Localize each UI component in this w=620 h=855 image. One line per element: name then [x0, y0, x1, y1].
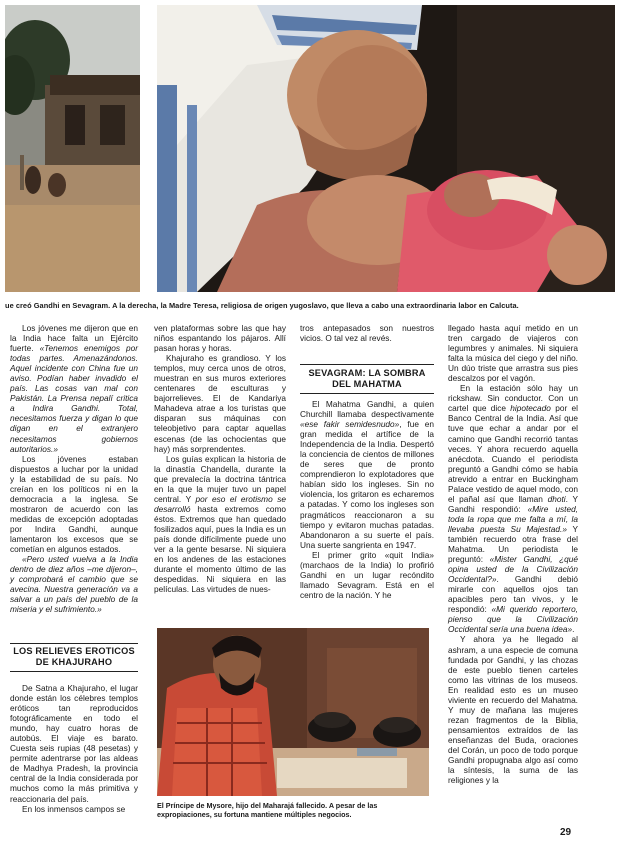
article-column-1-continued	[10, 683, 138, 814]
photo-sevagram-village	[5, 5, 140, 292]
photo-mother-teresa	[157, 5, 615, 292]
paragraph: Y ahora ya he llegado al ashram, a una especie de comuna fundada por Gandhi, y las chozas de este pueblo tienen carteles como las vitrinas de los museos. En realidad esto es un museo viviente en recuerdo del Mahatma. Y muy de mañana las mujeres rezan fragmentos de la Biblia, pensamientos extraídos de las enseñanzas del Buda, oraciones del Corán, un poco de todo porque Gandhi propugnaba algo así como la síntesis, la suma de las religiones y la	[448, 634, 578, 786]
photo-prince-mysore	[157, 628, 429, 796]
paragraph: El primer grito «quit India» (marchaos de la India) lo profirió Gandhi en un lugar recóndito llamado Sevagram. Está en el centro de la nación. Y he	[300, 549, 434, 600]
paragraph: Los jóvenes estaban dispuestos a luchar por la unidad y la estabilidad de su país. No creían en los políticos ni en la democracia a la inglesa. Se mostraron de acuerdo con las medidas de excepción adoptadas por Indira Gandhi, aunque lamentaron los excesos que se cometían en algunos estados.	[10, 453, 138, 555]
paragraph: Los guías explican la historia de la dinastía Chandella, durante la que prevalecía la doctrina tántrica en la que la mujer tuvo un papel central. Y por eso el erotismo se desarrolló hasta extremos como éstos. Extremos que han quedado fosilizados aquí, pues la India es un país donde difícilmente puede uno ver a la gente besarse. Ni siquiera en los andenes de las estaciones durante el momento último de las despedidas. Ni siquiera en las películas. Las virtudes de nues-	[154, 453, 286, 595]
paragraph: El Mahatma Gandhi, a quien Churchill llamaba despectivamente «ese fakir semidesnudo», fue en gran medida el artífice de la Independencia de la India. Despertó la conciencia de cientos de millones de seres que de pronto comprendieron lo explotadores que habían sido los ingleses. Sin no violencia, los gritaron es echaremos a patadas. Y como los ingleses son pragmáticos reaccionaron a su tiempo y evitaron muchas patadas. Abandonaron a su suerte el país. Una suerte sangrienta en 1947.	[300, 399, 434, 550]
paragraph: De Satna a Khajuraho, el lugar donde están los célebres templos eróticos tan reproducidos fotográficamente en todo el mundo, hay cuatro horas de autobús. El viaje es barato. Cuesta seis rupias (48 pesetas) y permite adentrarse por las aldeas de Madhya Pradesh, la provincia central de la India considerada por muchos como la más primitiva y reaccionaria del país.	[10, 683, 138, 804]
section-rule	[300, 393, 434, 394]
paragraph: llegado hasta aquí metido en un tren cargado de viajeros con legumbres y animales. Ni siquiera falta la música del ciego y del niño. Un dúo triste que arrastra sus pies descalzos por el vagón.	[448, 323, 578, 384]
article-column-3-continued	[300, 399, 434, 600]
photo-caption-top: ue creó Gandhi en Sevagram. A la derecha, la Madre Teresa, religiosa de origen yugoslavo, que lleva a cabo una extraordinaria labor en Calcuta.	[5, 301, 519, 310]
paragraph: En los inmensos campos se	[22, 803, 126, 814]
paragraph: ven plataformas sobre las que hay niños espantando los pájaros. Allí pasan horas y horas.	[154, 323, 286, 354]
photo-caption-bottom: El Príncipe de Mysore, hijo del Maharajá fallecido. A pesar de las expropiaciones, su fortuna mantiene múltiples negocios.	[157, 801, 378, 819]
section-rule	[300, 364, 434, 365]
article-column-2	[154, 323, 286, 594]
paragraph: En la estación sólo hay un rickshaw. Sin conductor. Con un cartel que dice hipotecado por el Banco Central de la India. Así que tuve que echar a andar por el camino que Gandhi recorrió tantas veces. Y ahora recuerdo aquella anécdota. Cuando el periodista preguntó a Gandhi cómo se había atrevido a entrar en Buckingham Palace vestido de aquel modo, con el pañal así que llaman dhoti. Y Gandhi respondió: «Mire usted, toda la ropa que me falta a mí, la llevaba puesta Su Majestad.» Y también recuerdo otra frase del Mahatma. Un periodista le preguntó: «Mister Gandhi, ¿qué opina usted de la Civilización Occidental?». Gandhi debió mirarle con aquellos ojos tan apacibles pero tan vivos, y le respondió: «Mi querido reportero, pienso que la Civilización Occidental sería una buena idea».	[448, 383, 578, 635]
article-column-3	[300, 323, 434, 343]
article-column-4	[448, 323, 578, 785]
paragraph: Khajuraho es grandioso. Y los templos, muy cerca unos de otros, muestran en sus muros exteriores centenares de esculturas y bajorrelieves. El de Kandariya Mahadeva atrae a los turistas que disparan sus máquinas con teleobjetivo para captar aquellas escenas (de las ochocientas que hay) más sorprendentes.	[154, 353, 286, 454]
page-number: 29	[560, 827, 572, 838]
article-column-1	[10, 323, 138, 614]
paragraph: Los jóvenes me dijeron que en la India hace falta un Ejército fuerte. «Tenemos enemigos por todas partes. Amenazándonos. Aquel incidente con China fue un aviso. Podían haber invadido el país. Las cosas van mal con Pakistán. La Prensa nepalí critica a Indira Gandhi. Total, necesitamos fuerza y digan lo que digan en el extranjero necesitamos gobiernos autoritarios.»	[10, 323, 139, 454]
section-rule	[10, 671, 138, 672]
section-rule	[10, 643, 138, 644]
section-heading-sevagram: SEVAGRAM: LA SOMBRA DEL MAHATMA	[308, 368, 426, 389]
section-heading-relieves: LOS RELIEVES EROTICOS DE KHAJURAHO	[13, 646, 135, 667]
paragraph: «Pero usted vuelva a la India dentro de diez años –me dijeron–, y comprobará el cambio que se avecina. Nuestra generación va a salvar a un país del pueblo de la miseria y el sufrimiento.»	[10, 554, 138, 615]
paragraph: tros antepasados son nuestros vicios. O tal vez al revés.	[300, 323, 434, 344]
